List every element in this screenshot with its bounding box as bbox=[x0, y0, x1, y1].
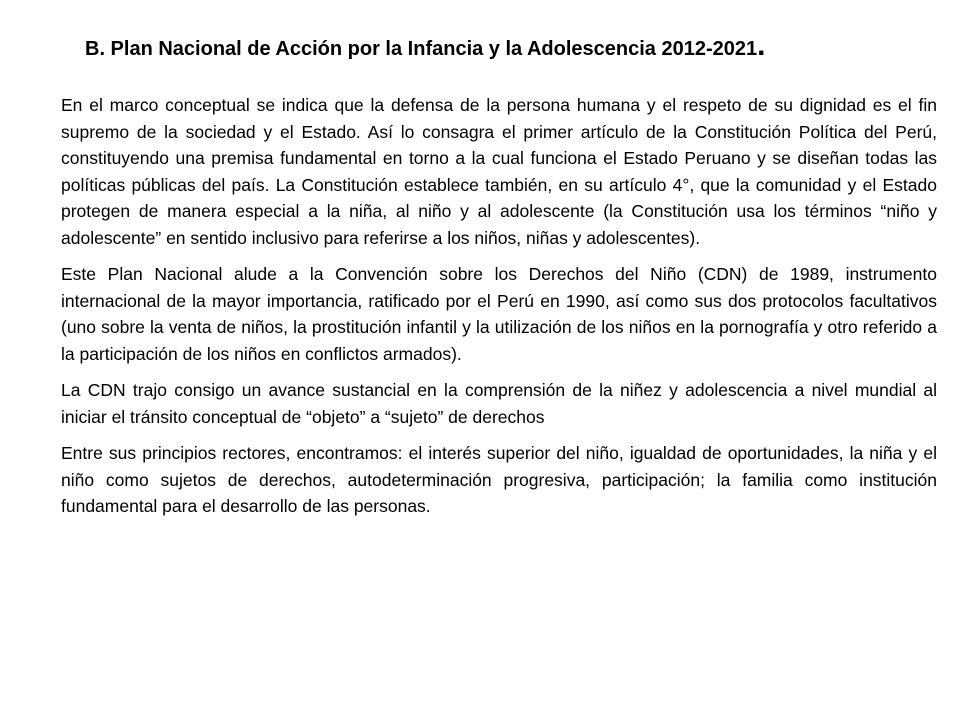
paragraph-cdn-avance: La CDN trajo consigo un avance sustancial en la comprensión de la niñez y adolescencia a nivel mundial al iniciar el tránsito conceptual de “objeto” a “sujeto” de derechos bbox=[61, 380, 937, 427]
slide-title bbox=[85, 29, 905, 64]
slide-title-text: B. Plan Nacional de Acción por la Infancia y la Adolescencia 2012-2021 bbox=[85, 38, 758, 60]
paragraph-convencion: Este Plan Nacional alude a la Convención sobre los Derechos del Niño (CDN) de 1989, instrumento internacional de la mayor importancia, ratificado por el Perú en 1990, así como sus dos protocolos facultativos (uno sobre la venta de niños, la prostitución infantil y la utilización de los niños en la pornografía y otro referido a la participación de los niños en conflictos armados). bbox=[61, 264, 937, 364]
slide-title-end-mark: . bbox=[757, 29, 766, 62]
paragraph-principios-rectores: Entre sus principios rectores, encontramos: el interés superior del niño, igualdad de oportunidades, la niña y el niño como sujetos de derechos, autodeterminación progresiva, participación; la familia como institución fundamental para el desarrollo de las personas. bbox=[61, 443, 937, 516]
slide-body bbox=[61, 92, 937, 530]
paragraph-marco-conceptual: En el marco conceptual se indica que la defensa de la persona humana y el respeto de su dignidad es el fin supremo de la sociedad y el Estado. Así lo consagra el primer artículo de la Constitución Política del Perú, constituyendo una premisa fundamental en torno a la cual funciona el Estado Peruano y se diseñan todas las políticas públicas del país. La Constitución establece también, en su artículo 4°, que la comunidad y el Estado protegen de manera especial a la niña, al niño y al adolescente (la Constitución usa los términos “niño y adolescente” en sentido inclusivo para referirse a los niños, niñas y adolescentes). bbox=[61, 95, 937, 248]
